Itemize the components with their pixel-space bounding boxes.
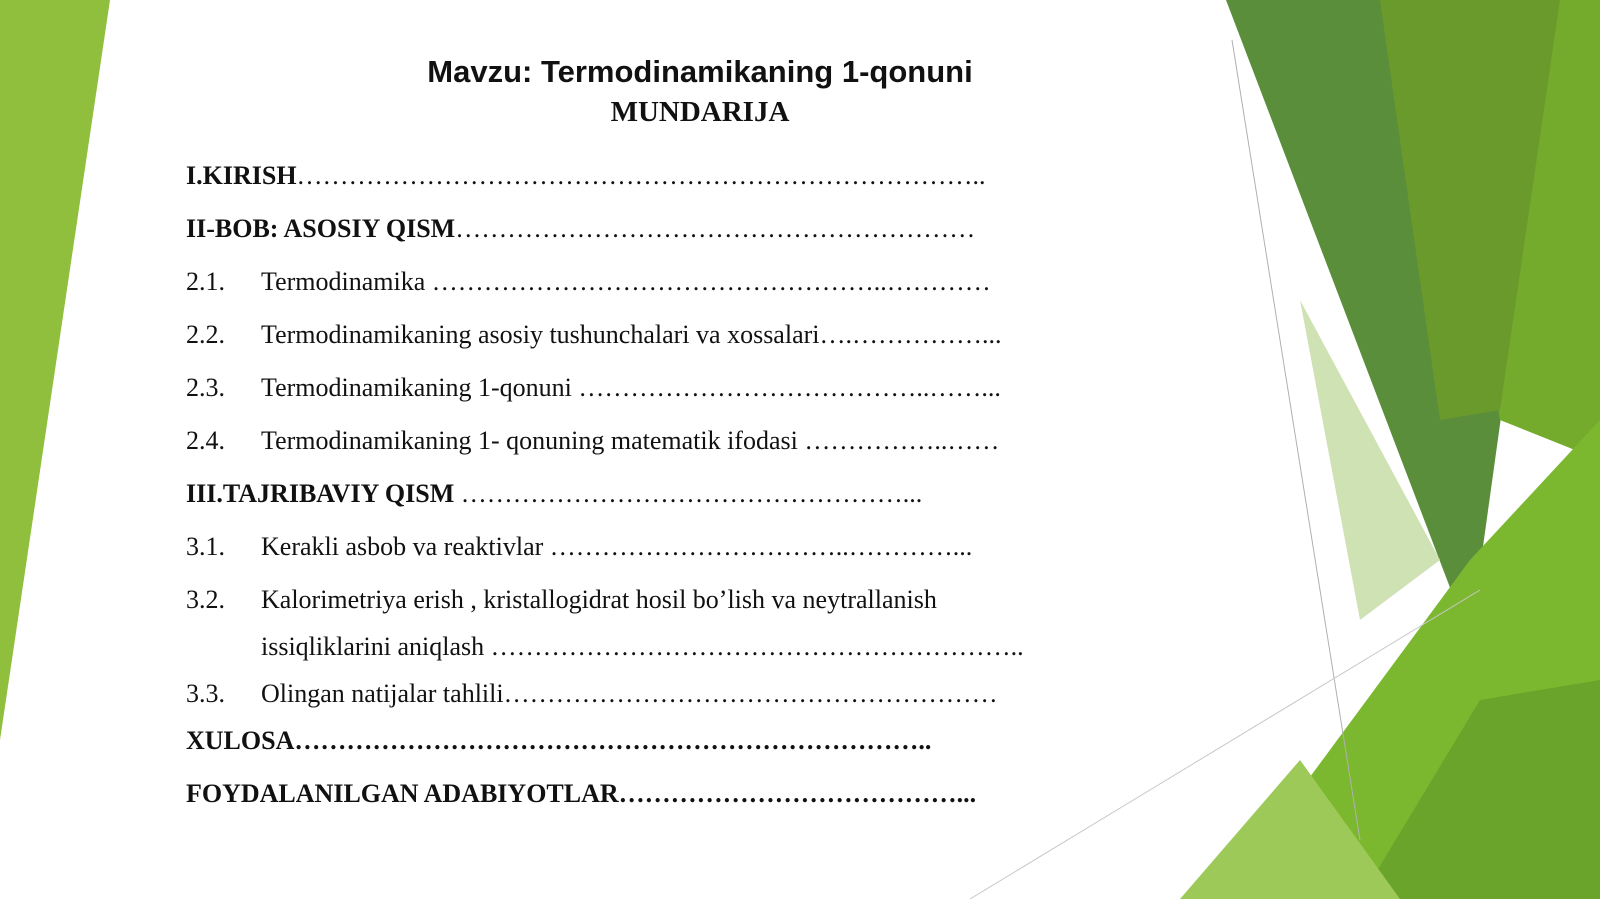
toc-entry-3-1 (186, 532, 972, 562)
toc-number: 3.2. (186, 585, 225, 614)
toc-label-continued: issiqliklarini aniqlash (261, 632, 491, 661)
toc-label: FOYDALANILGAN ADABIYOTLAR (186, 779, 619, 808)
toc-entry-3-3 (186, 679, 998, 709)
toc-dots: …………………………………..……... (578, 373, 1001, 402)
toc-dots: …………………………………... (618, 779, 977, 808)
toc-dots: ……………………………………………..………… (431, 267, 991, 296)
toc-dots: ……………………………………………………………….. (294, 726, 932, 755)
toc-number: 2.2. (186, 320, 225, 349)
toc-entry-adabiyotlar (186, 779, 976, 809)
toc-label: XULOSA (186, 726, 295, 755)
toc-entry-tajriba (186, 479, 922, 509)
toc-number: 3.3. (186, 679, 225, 708)
toc-label: Termodinamika (261, 267, 432, 296)
toc-entry-2-4 (186, 426, 999, 456)
toc-dots: ……………………………..…………... (549, 532, 973, 561)
left-green-band (0, 0, 110, 740)
slide-title: Mavzu: Termodinamikaning 1-qonuni (427, 54, 973, 89)
toc-dots: ………………………………………………… (503, 679, 998, 708)
toc-label: Olingan natijalar tahlili (261, 679, 504, 708)
toc-label: Termodinamikaning 1-qonuni (261, 373, 579, 402)
toc-dots: ……………..…… (804, 426, 1000, 455)
toc-label: I.KIRISH (186, 161, 297, 190)
toc-heading: MUNDARIJA (610, 96, 790, 128)
toc-dots: …………………………………………………………………….. (296, 161, 986, 190)
toc-label: III.TAJRIBAVIY QISM (186, 479, 461, 508)
toc-entry-2-2 (186, 320, 1002, 350)
toc-entry-3-2 (186, 585, 937, 615)
toc-number: 2.1. (186, 267, 225, 296)
toc-entry-kirish (186, 161, 986, 191)
toc-entry-2-3 (186, 373, 1001, 403)
toc-label: Kalorimetriya erish , kristallogidrat hosil bo’lish va neytrallanish (261, 585, 937, 614)
toc-label: II-BOB: ASOSIY QISM (186, 214, 456, 243)
toc-dots: ….……………... (819, 320, 1002, 349)
toc-dots: …………………………………………………… (455, 214, 976, 243)
toc-number: 3.1. (186, 532, 225, 561)
toc-entry-bob2 (186, 214, 975, 244)
toc-dots: ……………………………………………... (460, 479, 923, 508)
toc-dots: …………………………………………………….. (490, 632, 1024, 661)
toc-label: Termodinamikaning asosiy tushunchalari va xossalari (261, 320, 820, 349)
toc-number: 2.3. (186, 373, 225, 402)
toc-entry-2-1 (186, 267, 991, 297)
toc-number: 2.4. (186, 426, 225, 455)
toc-label: Termodinamikaning 1- qonuning matematik ifodasi (261, 426, 805, 455)
toc-label: Kerakli asbob va reaktivlar (261, 532, 550, 561)
toc-entry-3-2-continued (261, 632, 1024, 662)
toc-entry-xulosa (186, 726, 931, 756)
